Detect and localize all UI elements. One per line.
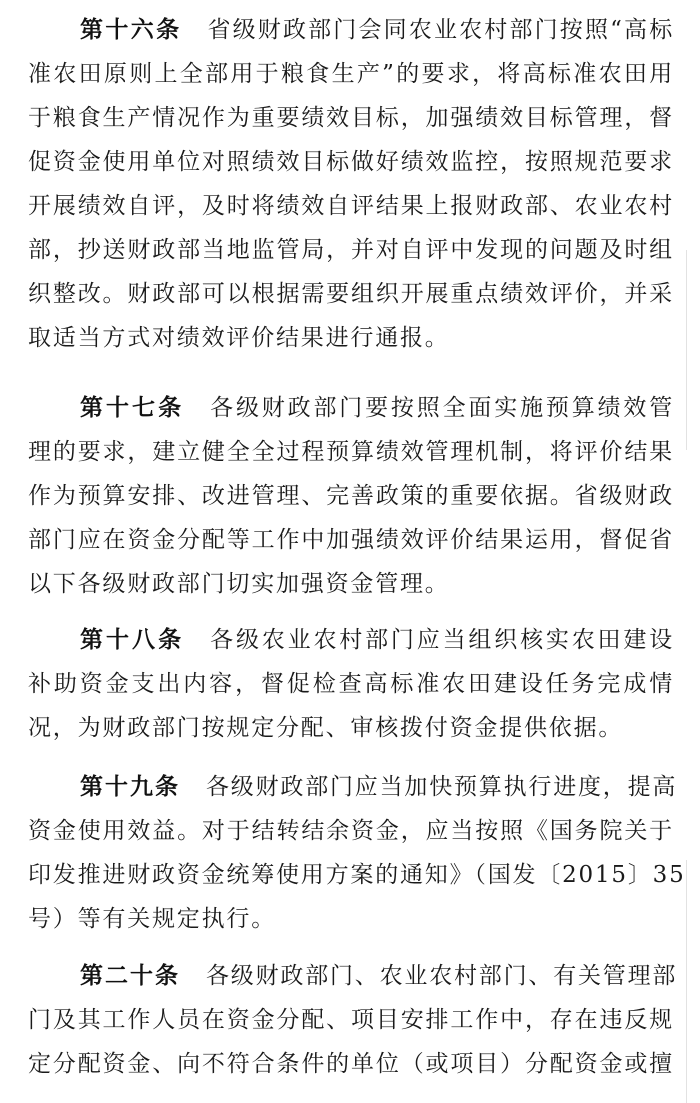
article-first-line [28, 386, 674, 430]
text-line: 理的要求，建立健全全过程预算绩效管理机制，将评价结果 [28, 439, 674, 465]
text-line: 开展绩效自评，及时将绩效自评结果上报财政部、农业农村 [28, 193, 674, 219]
text-line: 作为预算安排、改进管理、完善政策的重要依据。省级财政 [28, 483, 674, 509]
text-line: 各级财政部门应当加快预算执行进度，提高 [206, 774, 678, 800]
article-16 [28, 8, 674, 360]
text-line: 定分配资金、向不符合条件的单位（或项目）分配资金或擅 [28, 1051, 674, 1077]
text-line: 部，抄送财政部当地监管局，并对自评中发现的问题及时组 [28, 237, 674, 263]
article-18 [28, 618, 674, 750]
text-line: 以下各级财政部门切实加强资金管理。 [28, 571, 450, 597]
scan-edge-line [686, 250, 687, 450]
text-line: 资金使用效益。对于结转结余资金，应当按照《国务院关于 [28, 818, 674, 844]
text-line: 各级财政部门要按照全面实施预算绩效管 [210, 395, 675, 421]
text-line: 取适当方式对绩效评价结果进行通报。 [28, 325, 450, 351]
text-line: 部门应在资金分配等工作中加强绩效评价结果运用，督促省 [28, 527, 674, 553]
article-heading: 第二十条 [80, 963, 180, 989]
article-19 [28, 765, 686, 941]
text-line: 织整改。财政部可以根据需要组织开展重点绩效评价，并采 [28, 281, 674, 307]
text-line: 号）等有关规定执行。 [28, 906, 276, 932]
article-20 [28, 954, 678, 1086]
text-line: 况，为财政部门按规定分配、审核拨付资金提供依据。 [28, 715, 624, 741]
article-heading: 第十六条 [80, 17, 182, 43]
text-line: 各级财政部门、农业农村部门、有关管理部 [206, 963, 678, 989]
article-heading: 第十九条 [80, 774, 180, 800]
text-line: 各级农业农村部门应当组织核实农田建设 [210, 627, 675, 653]
text-line: 印发推进财政资金统筹使用方案的通知》（国发〔2015〕35 [28, 862, 686, 888]
article-first-line [28, 954, 678, 998]
text-line: 省级财政部门会同农业农村部门按照“高标 [207, 17, 674, 43]
text-line: 准农田原则上全部用于粮食生产”的要求，将高标准农田用 [28, 61, 674, 87]
text-line: 于粮食生产情况作为重要绩效目标，加强绩效目标管理，督 [28, 105, 674, 131]
article-first-line [28, 765, 678, 809]
article-first-line [28, 618, 674, 662]
scan-edge-line [686, 860, 687, 1103]
text-line: 门及其工作人员在资金分配、项目安排工作中，存在违反规 [28, 1007, 674, 1033]
text-line: 促资金使用单位对照绩效目标做好绩效监控，按照规范要求 [28, 149, 674, 175]
article-heading: 第十七条 [80, 395, 185, 421]
article-17 [28, 386, 674, 606]
article-first-line [28, 8, 674, 52]
article-heading: 第十八条 [80, 627, 185, 653]
text-line: 补助资金支出内容，督促检查高标准农田建设任务完成情 [28, 671, 674, 697]
